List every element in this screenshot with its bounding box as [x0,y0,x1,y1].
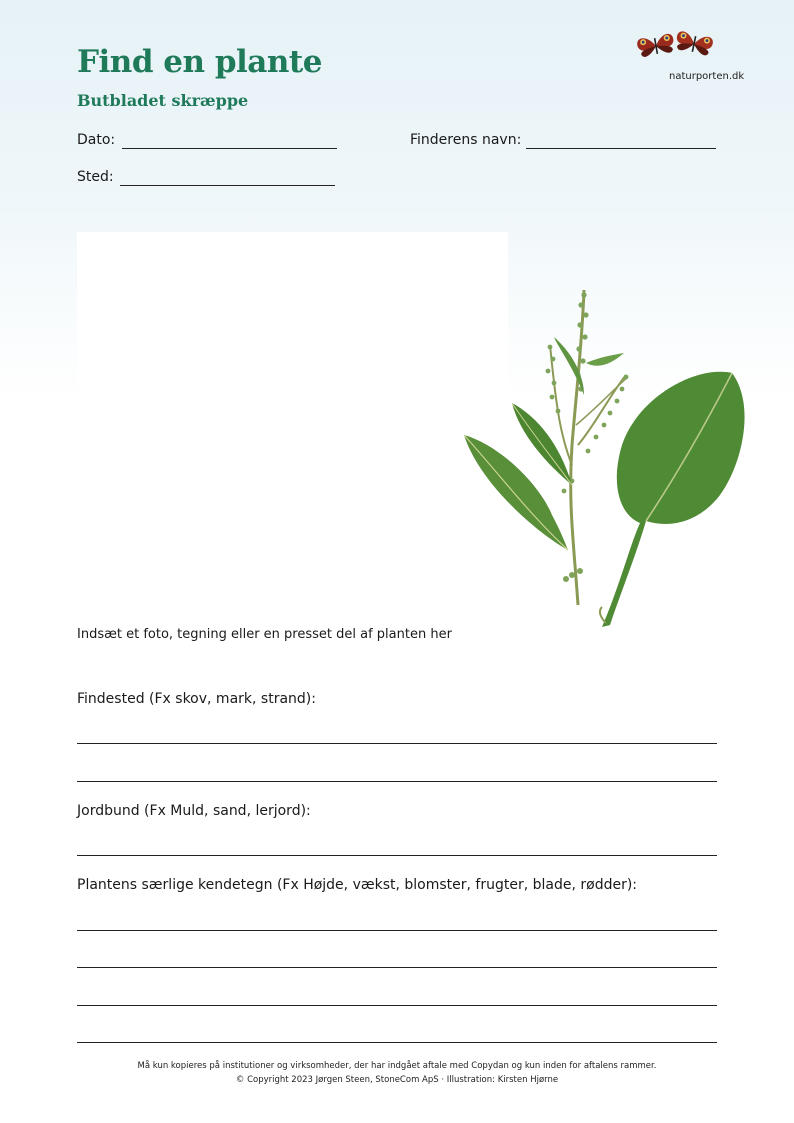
features-line-3[interactable] [77,1005,717,1006]
location-line-1[interactable] [77,743,717,744]
butterfly-icon [636,28,716,64]
place-field[interactable] [120,185,335,186]
page-subtitle: Butbladet skræppe [77,91,249,110]
soil-line-1[interactable] [77,855,717,856]
dock-plant-illustration [460,285,750,630]
features-line-4[interactable] [77,1042,717,1043]
features-line-2[interactable] [77,967,717,968]
brand-name: naturporten.dk [669,71,745,82]
features-line-1[interactable] [77,930,717,931]
page-title: Find en plante [77,44,322,80]
finder-name-field[interactable] [526,148,716,149]
soil-label: Jordbund (Fx Muld, sand, lerjord): [77,803,311,819]
date-field[interactable] [122,148,337,149]
photo-caption: Indsæt et foto, tegning eller en presset del af planten her [77,627,452,642]
finder-name-label: Finderens navn: [410,132,522,148]
footer-license: Må kun kopieres på institutioner og virksomheder, der har indgået aftale med Copydan og kun inden for aftalens rammer. [137,1061,657,1071]
features-label: Plantens særlige kendetegn (Fx Højde, vækst, blomster, frugter, blade, rødder): [77,877,638,893]
photo-insert-area[interactable] [77,232,508,392]
location-label: Findested (Fx skov, mark, strand): [77,691,316,707]
location-line-2[interactable] [77,781,717,782]
date-label: Dato: [77,132,116,148]
footer-copyright: © Copyright 2023 Jørgen Steen, StoneCom ApS · Illustration: Kirsten Hjørne [235,1075,559,1085]
place-label: Sted: [77,169,114,185]
